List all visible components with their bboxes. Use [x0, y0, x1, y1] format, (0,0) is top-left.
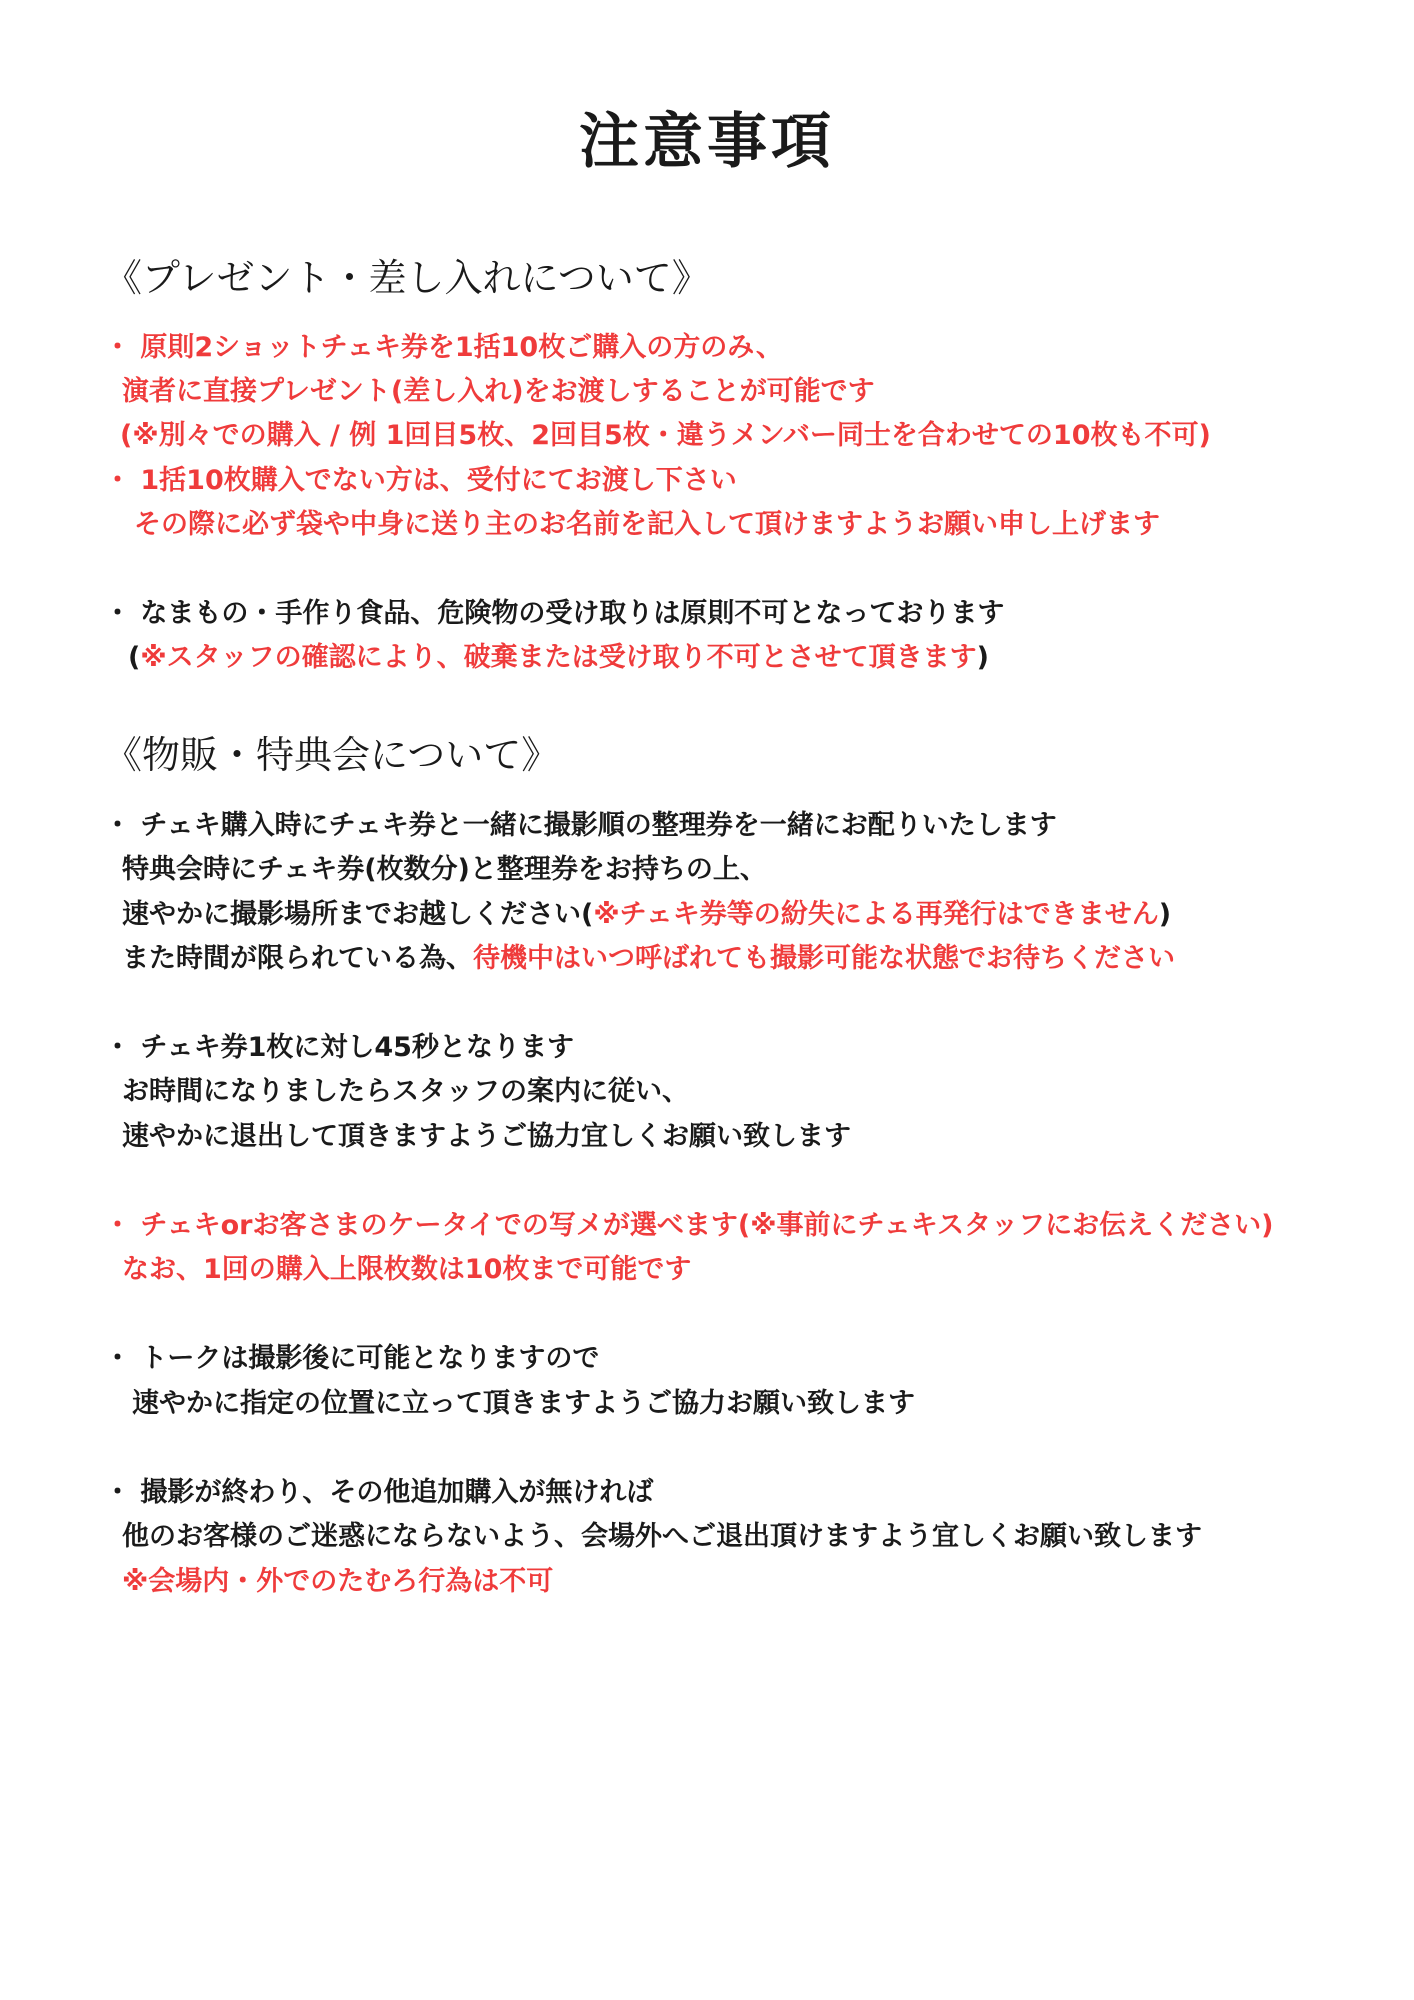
present-rule-line-1: ・ 原則2ショットチェキ券を1括10枚ご購入の方のみ、 — [104, 332, 783, 363]
goods-line-3-text: 速やかに撮影場所までお越しください( — [122, 899, 594, 930]
present-rule-line-4: ・ 1括10枚購入でない方は、受付にてお渡し下さい — [104, 465, 737, 496]
goods-line-4-text: また時間が限られている為、 — [122, 943, 473, 974]
present-rule-line-2: 演者に直接プレゼント(差し入れ)をお渡しすることが可能です — [122, 376, 875, 407]
goods-rule-line-2: 特典会時にチェキ券(枚数分)と整理券をお持ちの上、 — [122, 854, 767, 885]
goods-rule-line-7: 速やかに退出して頂きますようご協力宜しくお願い致します — [122, 1121, 851, 1152]
reissue-note: ※チェキ券等の紛失による再発行はできません — [593, 899, 1159, 930]
paren-close: ) — [976, 642, 989, 673]
section-heading-present: 《プレゼント・差し入れについて》 — [104, 256, 710, 300]
goods-rule-line-6: お時間になりましたらスタッフの案内に従い、 — [122, 1076, 689, 1107]
present-rule-line-7 — [128, 638, 989, 678]
present-rule-line-5: その際に必ず袋や中身に送り主のお名前を記入して頂けますようお願い申し上げます — [134, 509, 1160, 540]
present-rule-line-6: ・ なまもの・手作り食品、危険物の受け取りは原則不可となっております — [104, 598, 1005, 629]
waiting-note: 待機中はいつ呼ばれても撮影可能な状態でお待ちください — [473, 943, 1175, 974]
goods-rule-line-11: 速やかに指定の位置に立って頂きますようご協力お願い致します — [132, 1388, 915, 1419]
goods-rule-line-10: ・ トークは撮影後に可能となりますので — [104, 1343, 600, 1374]
goods-rule-line-14: ※会場内・外でのたむろ行為は不可 — [122, 1566, 554, 1597]
goods-rule-line-5: ・ チェキ券1枚に対し45秒となります — [104, 1032, 574, 1063]
goods-rule-line-12: ・ 撮影が終わり、その他追加購入が無ければ — [104, 1477, 654, 1508]
page-title: 注意事項 — [579, 107, 835, 177]
goods-rule-line-8: ・ チェキorお客さまのケータイでの写メが選べます(※事前にチェキスタッフにお伝えください) — [104, 1210, 1274, 1241]
goods-rule-line-9: なお、1回の購入上限枚数は10枚まで可能です — [122, 1254, 692, 1285]
staff-check-note: ※スタッフの確認により、破棄または受け取り不可とさせて頂きます — [140, 642, 977, 673]
goods-rule-line-1: ・ チェキ購入時にチェキ券と一緒に撮影順の整理券を一緒にお配りいたします — [104, 810, 1057, 841]
goods-rule-line-3 — [122, 895, 1171, 935]
paren-open: ( — [128, 642, 141, 673]
section-heading-goods: 《物販・特典会について》 — [104, 733, 560, 777]
present-rule-line-3: (※別々での購入 / 例 1回目5枚、2回目5枚・違うメンバー同士を合わせての10枚も不可) — [120, 420, 1211, 451]
goods-rule-line-4 — [122, 939, 1175, 979]
paren-close: ) — [1158, 899, 1172, 930]
goods-rule-line-13: 他のお客様のご迷惑にならないよう、会場外へご退出頂けますよう宜しくお願い致します — [122, 1521, 1202, 1552]
